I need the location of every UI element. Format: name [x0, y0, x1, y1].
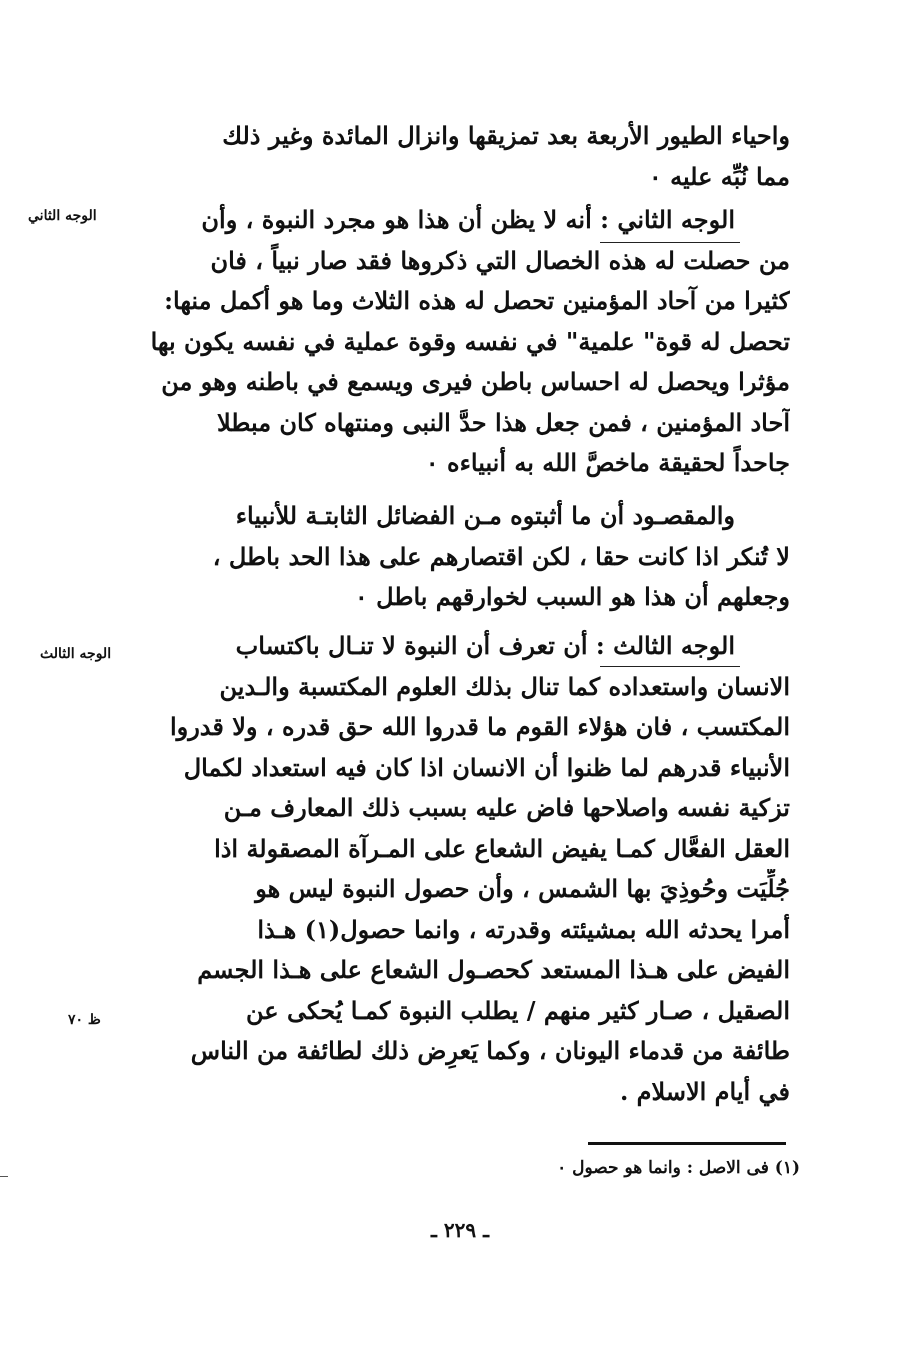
text-line: مؤثرا ويحصل له احساس باطن فيرى ويسمع في باطنه وهو من: [161, 367, 790, 396]
text-line: الصقيل ، صـار كثير منهم / يطلب النبوة كمـا يُحكى عن: [246, 995, 790, 1025]
text-line: الوجه الثالث : أن تعرف أن النبوة لا تنـال باكتساب: [235, 631, 735, 660]
text-line: وجعلهم أن هذا هو السبب لخوارقهم باطل ٠: [354, 582, 790, 611]
text-line: آحاد المؤمنين ، فمن جعل هذا حدَّ النبى ومنتهاه كان مبطلا: [216, 407, 790, 437]
text-line: العقل الفعَّال كمـا يفيض الشعاع على المـرآة المصقولة اذا: [214, 833, 790, 863]
text-line: الوجه الثاني : أنه لا يظن أن هذا هو مجرد النبوة ، وأن: [201, 205, 735, 234]
text-line: طائفة من قدماء اليونان ، وكما يَعرِض ذلك لطائفة من الناس: [190, 1036, 790, 1065]
text-line: واحياء الطيور الأربعة بعد تمزيقها وانزال المائدة وغير ذلك: [222, 121, 790, 150]
heading-underline: [600, 242, 740, 243]
footnote: (١) فى الاصل : وانما هو حصول ٠: [557, 1158, 800, 1178]
page-number: ـ ٢٢٩ ـ: [431, 1218, 489, 1242]
margin-note-second-aspect: الوجه الثاني: [28, 208, 97, 224]
text-line: تحصل له قوة" علمية" في نفسه وقوة عملية في نفسه يكون بها: [150, 326, 790, 356]
text-line: المكتسب ، فان هؤلاء القوم ما قدروا الله حق قدره ، ولا قدروا: [169, 712, 790, 741]
text-line: جاحداً لحقيقة ماخصَّ الله به أنبياءه ٠: [425, 448, 790, 477]
text-line: الأنبياء قدرهم لما ظنوا أن الانسان اذا كان فيه استعداد لكمال: [183, 752, 790, 782]
heading-underline: [600, 666, 740, 667]
text-line: والمقصـود أن ما أثبتوه مـن الفضائل الثابتـة للأنبياء: [235, 501, 735, 530]
text-line: جُلِّيَت وحُوذِيَ بها الشمس ، وأن حصول النبوة ليس هو: [255, 874, 790, 903]
text-line: من حصلت له هذه الخصال التي ذكروها فقد صار نبياً ، فان: [210, 245, 790, 275]
paragraph-4: [148, 626, 790, 1112]
text-line: مما نُبِّه عليه ٠: [648, 161, 790, 191]
scan-edge-mark: [0, 1176, 8, 1177]
text-line: أمرا يحدثه الله بمشيئته وقدرته ، وانما حصول(١) هـذا: [257, 914, 790, 944]
text-line: الانسان واستعداده كما تنال بذلك العلوم المكتسبة والـدين: [219, 671, 790, 701]
footnote-separator: [588, 1142, 786, 1145]
text-line: كثيرا من آحاد المؤمنين تحصل له هذه الثلاث وما هو أكمل منها:: [164, 286, 790, 315]
text-line: في أيام الاسلام .: [619, 1076, 790, 1106]
paragraph-1: [148, 116, 790, 197]
paragraph-3: [148, 496, 790, 618]
text-line: تزكية نفسه واصلاحها فاض عليه بسبب ذلك المعارف مـن: [223, 793, 790, 822]
margin-note-folio-ref: ظ ٧٠: [68, 1012, 101, 1028]
text-line: لا تُنكر اذا كانت حقا ، لكن اقتصارهم على هذا الحد باطل ،: [212, 541, 790, 571]
text-line: الفيض على هـذا المستعد كحصـول الشعاع على هـذا الجسم: [197, 955, 790, 984]
margin-note-third-aspect: الوجه الثالث: [40, 646, 112, 662]
